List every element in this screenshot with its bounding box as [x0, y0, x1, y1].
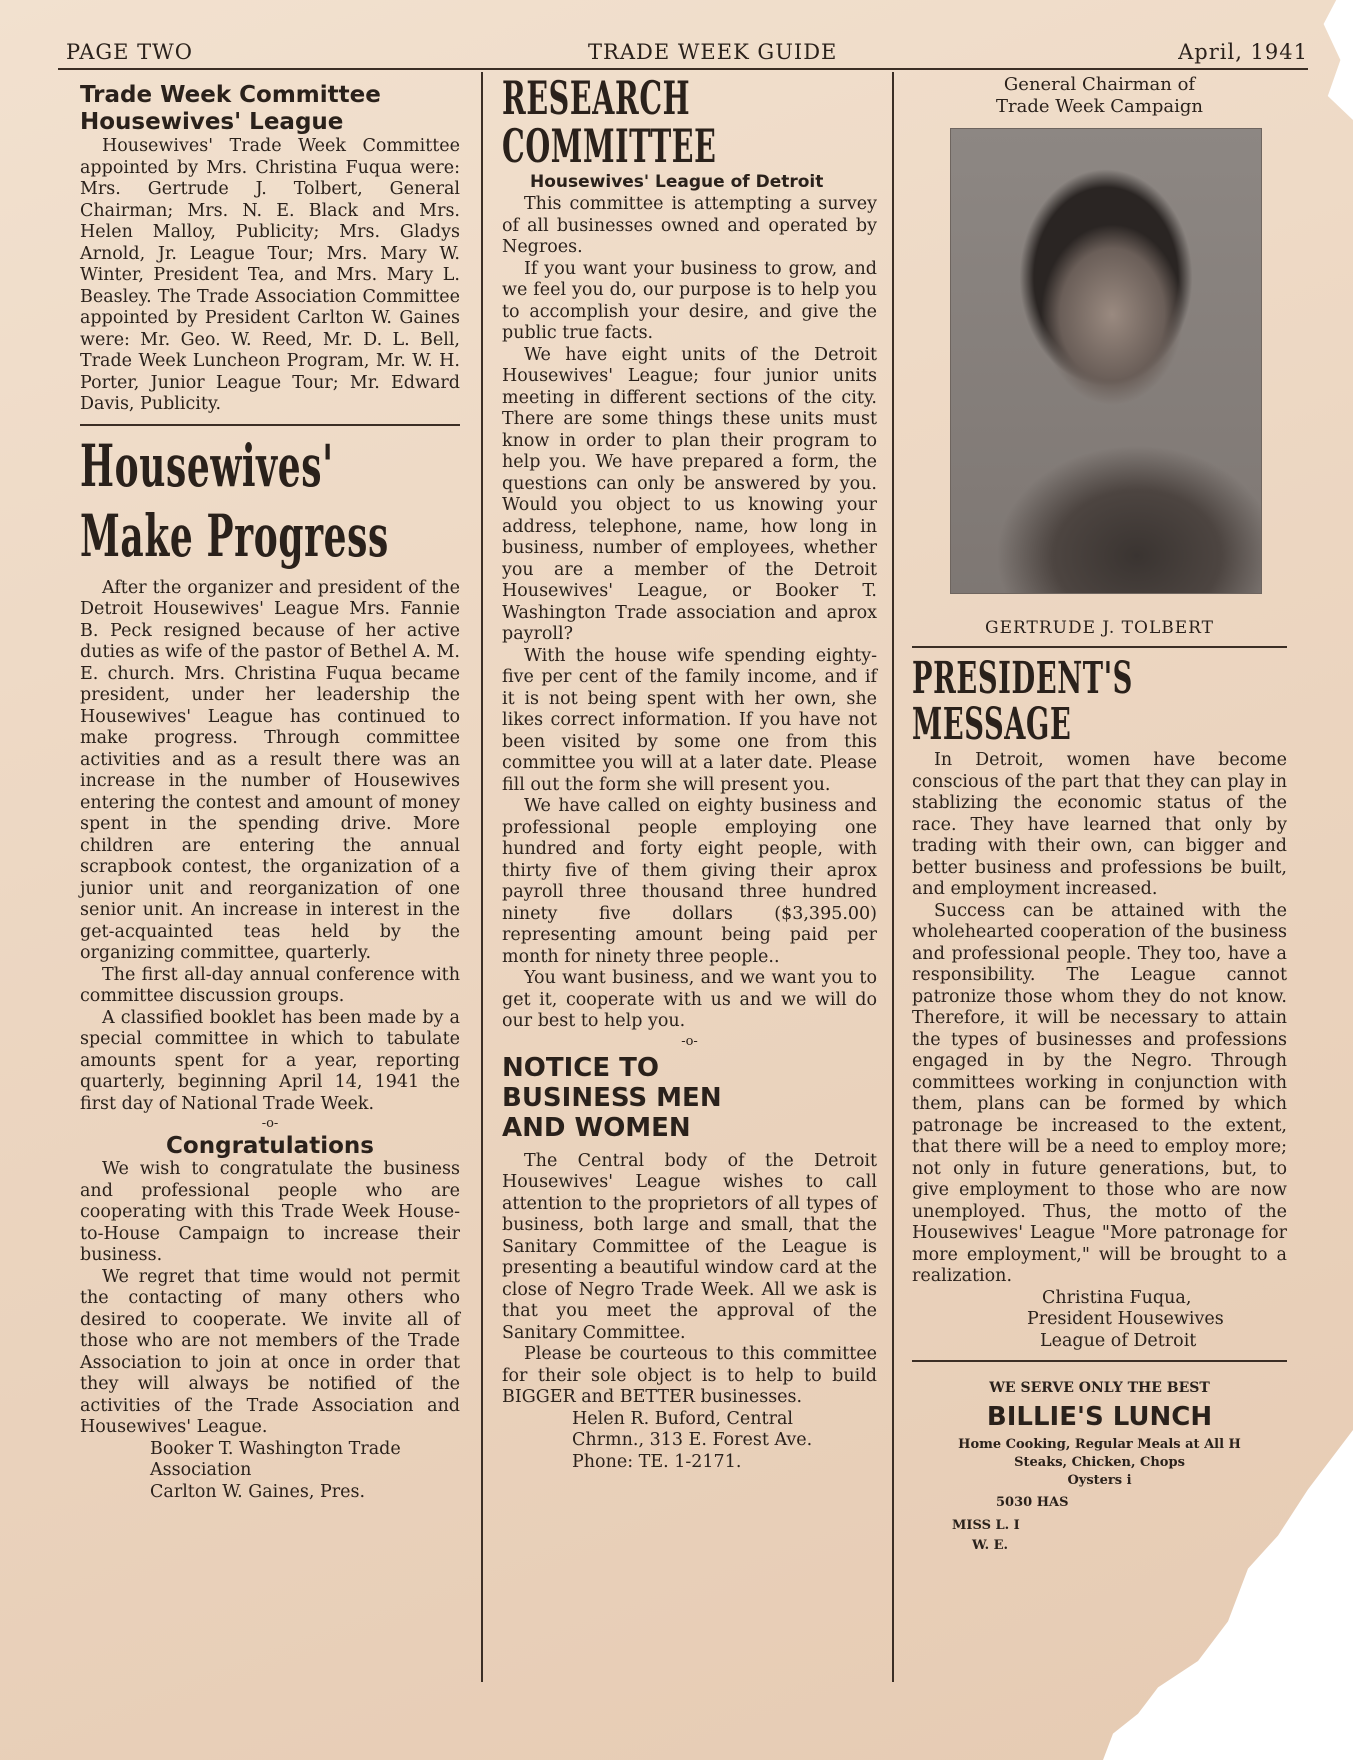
- article-paragraph: The first all-day annual conference with committee discussion groups.: [80, 964, 460, 1006]
- signature-line: Phone: TE. 1-2171.: [572, 1451, 742, 1472]
- signature-line: Christina Fuqua,: [1042, 1287, 1192, 1308]
- committee-headline: [80, 82, 460, 136]
- column-middle: [502, 70, 877, 1473]
- article-paragraph: Housewives' Trade Week Committee appointed by Mrs. Christina Fuqua were: Mrs. Gertrude J. Tolbert, General Chairman; Mrs. N. E. Black and Mrs. Helen Malloy, Publicity; Mrs. Gladys Arnold, Jr. League Tour; Mrs. Mary W. Winter, President Tea, and Mrs. Mary L. Beasley. The Trade Association Committee appointed by President Carlton W. Gaines were: Mr. Geo. W. Reed, Mr. D. L. Bell, Trade Week Luncheon Program, Mr. W. H. Porter, Junior League Tour; Mr. Edward Davis, Publicity.: [80, 136, 460, 414]
- ad-line: Steaks, Chicken, Chops: [1014, 1455, 1185, 1470]
- headline-line: Trade Week Committee: [80, 82, 381, 108]
- signature-line: Booker T. Washington Trade: [150, 1438, 401, 1459]
- congrats-headline: Congratulations: [166, 1133, 374, 1159]
- lunch-advertisement: [912, 1378, 1287, 1556]
- headline-line: RESEARCH: [502, 71, 691, 125]
- president-signature: [912, 1288, 1287, 1353]
- president-article: [912, 750, 1287, 1288]
- headline-line: MESSAGE: [912, 699, 1072, 750]
- progress-headline: [80, 432, 460, 578]
- signature-line: Carlton W. Gaines, Pres.: [150, 1481, 366, 1502]
- article-paragraph: Success can be attained with the wholehearted cooperation of the business and professional people. They too, have a responsibility. The League cannot patronize those whom they do not know. Therefore, it will be necessary to attain the types of businesses and professions engaged in by the Negro. Through committees working in conjunction with them, plans can be formed by which patronage be increased to the extent, that there will be a need to employ more; not only in future generations, but, to give employment to those who are now unemployed. Thus, the motto of the Housewives' League "More patronage for more employment," will be brought to a realization.: [912, 900, 1287, 1286]
- ad-business-name: BILLIE'S LUNCH: [986, 1402, 1213, 1432]
- separator: -o-: [681, 1033, 698, 1049]
- issue-date: April, 1941: [1178, 40, 1308, 64]
- article-paragraph: In Detroit, women have become conscious of the part that they can play in stablizing the economic status of the race. They have learned that only by trading with their own, can bigger and better business and professions be built, and employment increased.: [912, 750, 1287, 899]
- headline-line: Make Progress: [80, 501, 389, 570]
- article-paragraph: We wish to congratulate the business and professional people who are cooperating with this Trade Week House-to-House Campaign to increase their business.: [80, 1159, 460, 1265]
- headline-line: BUSINESS MEN: [502, 1082, 722, 1113]
- headline-line: COMMITTEE: [502, 119, 717, 173]
- ad-line: Oysters i: [1067, 1473, 1132, 1488]
- headline-line: AND WOMEN: [502, 1112, 691, 1143]
- congrats-article: [80, 1159, 460, 1439]
- column-divider: [481, 72, 483, 1682]
- headline-line: Housewives' League: [80, 109, 344, 135]
- article-paragraph: This committee is attempting a survey of all businesses owned and operated by Negroes.: [502, 194, 877, 257]
- ad-line: W. E.: [972, 1538, 1009, 1553]
- page-number: PAGE TWO: [66, 40, 193, 64]
- article-paragraph: We have eight units of the Detroit Housewives' League; four junior units meeting in different sections of the city. There are some things these units must know in order to plan their program to help you. We have prepared a form, the questions can only be answered by you. Would you object to us knowing your address, telephone, name, how long in business, number of employees, whether you are a member of the Detroit Housewives' League, or Booker T. Washington Trade association and aprox payroll?: [502, 344, 877, 644]
- signature-line: Chrmn., 313 E. Forest Ave.: [572, 1430, 813, 1450]
- column-left: [80, 70, 460, 1503]
- ad-line: Home Cooking, Regular Meals at All H: [958, 1437, 1241, 1452]
- research-headline: [502, 71, 877, 173]
- separator: -o-: [261, 1116, 279, 1131]
- headline-line: NOTICE TO: [502, 1052, 660, 1083]
- article-paragraph: The Central body of the Detroit Housewives' League wishes to call attention to the proprietors of all types of business, both large and small, that the Sanitary Committee of the League is presenting a beautiful window card at the close of Negro Trade Week. All we ask is that you meet the approval of the Sanitary Committee.: [502, 1150, 877, 1343]
- article-paragraph: If you want your business to grow, and we feel you do, our purpose is to help you to accomplish your desire, and give the public true facts.: [502, 258, 877, 343]
- headline-line: Housewives': [80, 431, 334, 500]
- notice-article: [502, 1151, 877, 1409]
- article-paragraph: After the organizer and president of the Detroit Housewives' League Mrs. Fannie B. Peck resigned because of her active duties as wife of the pastor of Bethel A. M. E. church. Mrs. Christina Fuqua became president, under her leadership the Housewives' League has continued to make progress. Through committee activities and as a result there was an increase in the number of Housewives entering the contest and amount of money spent in the spending drive. More children are entering the annual scrapbook contest, the organization of a junior unit and reorganization of one senior unit. An increase in interest in the get-acquainted teas held by the organizing committee, quarterly.: [80, 577, 460, 963]
- publication-title: TRADE WEEK GUIDE: [588, 40, 838, 64]
- signature-line: Helen R. Buford, Central: [572, 1408, 793, 1429]
- notice-signature: [502, 1409, 877, 1474]
- article-rule: [912, 646, 1287, 648]
- president-headline: [912, 653, 1287, 750]
- notice-headline: [502, 1053, 877, 1143]
- signature-line: League of Detroit: [1040, 1330, 1197, 1351]
- article-paragraph: We have called on eighty business and professional people employing one hundred and forty eight people, with thirty five of them giving their aprox payroll three thousand three hundred ninety five dollars ($3,395.00) representing amount being paid per month for ninety three people..: [502, 796, 877, 967]
- photo-caption: [912, 74, 1287, 118]
- progress-article: [80, 578, 460, 1116]
- committee-article: [80, 136, 460, 416]
- caption-line: General Chairman of: [1003, 74, 1196, 95]
- signature-line: President Housewives: [1027, 1309, 1224, 1329]
- article-rule: [912, 1360, 1287, 1362]
- article-paragraph: You want business, and we want you to get it, cooperate with us and we will do our best to help you.: [502, 968, 877, 1031]
- article-paragraph: With the house wife spending eighty-five per cent of the family income, and if it is not being spent with her own, she likes correct information. If you have not been visited by some one from this committee you will at a later date. Please fill out the form she will present you.: [502, 645, 877, 795]
- column-right: [912, 70, 1287, 1556]
- article-paragraph: Please be courteous to this committee for their sole object is to help to build BIGGER and BETTER businesses.: [502, 1344, 877, 1407]
- portrait-photo: [950, 128, 1262, 594]
- headline-line: PRESIDENT'S: [912, 653, 1134, 704]
- article-paragraph: A classified booklet has been made by a special committee in which to tabulate amounts spent for a year, reporting quarterly, beginning April 14, 1941 the first day of National Trade Week.: [80, 1007, 460, 1114]
- ad-line: 5030 HAS: [996, 1495, 1069, 1510]
- ad-line: MISS L. I: [952, 1518, 1020, 1533]
- column-divider: [892, 72, 894, 1682]
- article-rule: [80, 424, 460, 426]
- photo-name: GERTRUDE J. TOLBERT: [984, 618, 1214, 638]
- ad-tagline: WE SERVE ONLY THE BEST: [989, 1380, 1210, 1396]
- research-article: [502, 194, 877, 1033]
- caption-line: Trade Week Campaign: [996, 96, 1203, 117]
- page-header: [58, 38, 1308, 68]
- article-paragraph: We regret that time would not permit the contacting of many others who desired to cooperate. We invite all of those who are not members of the Trade Association to join at once in order that they will always be notified of the activities of the Trade Association and Housewives' League.: [80, 1266, 460, 1437]
- congrats-signature: [80, 1439, 460, 1504]
- research-subheadline: Housewives' League of Detroit: [530, 172, 824, 192]
- signature-line: Association: [150, 1460, 252, 1480]
